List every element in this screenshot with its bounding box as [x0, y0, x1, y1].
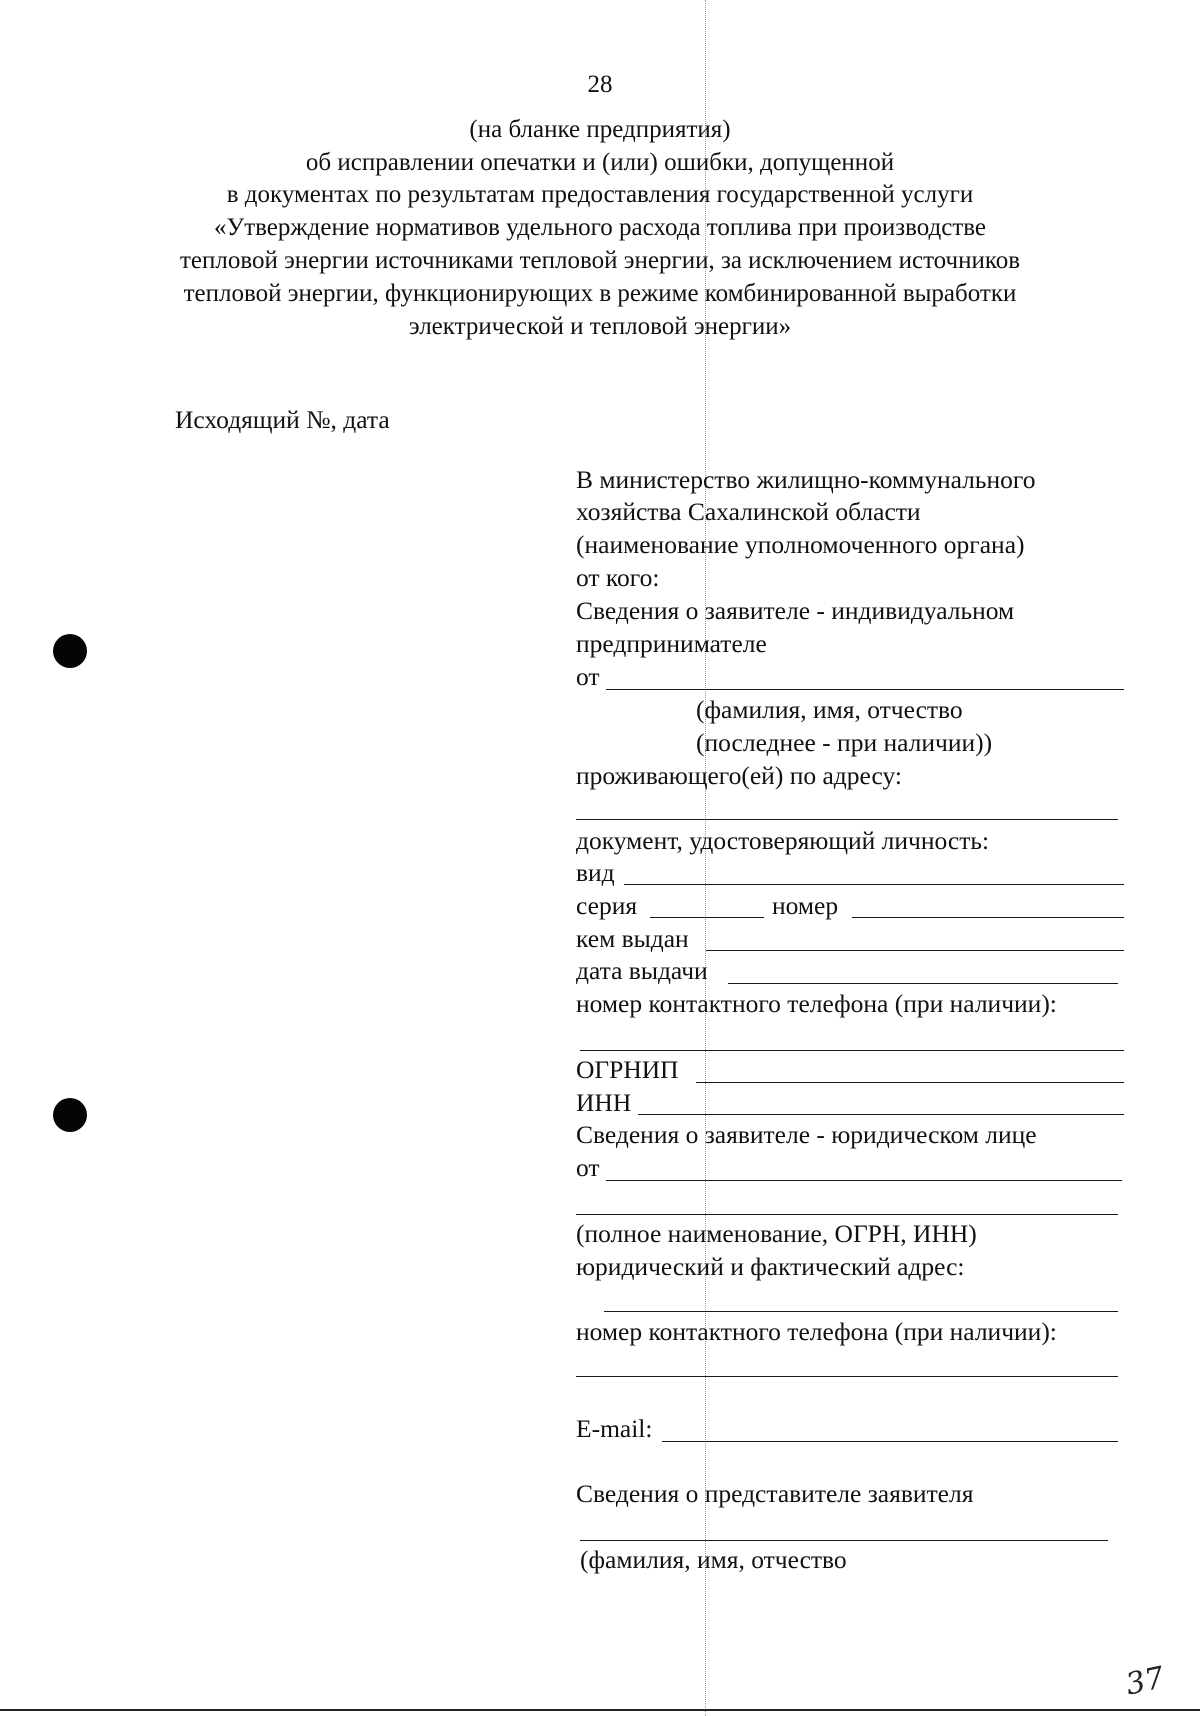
issued-by-field[interactable] — [706, 950, 1124, 951]
page-bottom-edge — [0, 1709, 1200, 1711]
document-kind-field[interactable] — [624, 884, 1124, 885]
fio-note-2: (последнее - при наличии)) — [696, 728, 993, 757]
header-line-5: тепловой энергии источниками тепловой энергии, за исключением источников — [179, 247, 1021, 274]
representative-heading: Сведения о представителе заявителя — [576, 1479, 974, 1508]
authority-note: (наименование уполномоченного органа) — [576, 530, 1025, 559]
issued-by-label: кем выдан — [576, 924, 689, 953]
individual-phone-label: номер контактного телефона (при наличии): — [576, 989, 1057, 1018]
residence-address-label: проживающего(ей) по адресу: — [576, 761, 902, 790]
legal-entity-phone-field[interactable] — [576, 1376, 1118, 1377]
individual-heading-1: Сведения о заявителе - индивидуальном — [576, 596, 1015, 625]
header-line-6: тепловой энергии, функционирующих в режиме комбинированной выработки — [183, 280, 1017, 307]
fio-note-1: (фамилия, имя, отчество — [696, 695, 963, 724]
individual-heading-2: предпринимателе — [576, 629, 767, 658]
handwritten-page-mark: 37 — [1122, 1660, 1168, 1703]
from-whom-label: от кого: — [576, 563, 660, 592]
issue-date-label: дата выдачи — [576, 956, 708, 985]
legal-entity-from-label: от — [576, 1153, 600, 1182]
document-kind-label: вид — [576, 858, 615, 887]
outgoing-number-date: Исходящий №, дата — [175, 405, 390, 434]
individual-phone-field[interactable] — [580, 1050, 1124, 1051]
legal-entity-name-field-2[interactable] — [576, 1214, 1118, 1215]
representative-fio-note: (фамилия, имя, отчество — [580, 1545, 847, 1574]
individual-fio-field[interactable] — [606, 689, 1124, 690]
ogrnip-label: ОГРНИП — [576, 1055, 679, 1084]
inn-field[interactable] — [638, 1114, 1124, 1115]
punch-hole-bottom — [53, 1098, 87, 1132]
legal-entity-name-field-1[interactable] — [606, 1180, 1122, 1181]
series-field[interactable] — [650, 917, 764, 918]
header-line-1: (на бланке предприятия) — [469, 116, 731, 143]
addressee-line-1: В министерство жилищно-коммунального — [576, 465, 1036, 494]
representative-fio-field[interactable] — [580, 1540, 1108, 1541]
inn-label: ИНН — [576, 1088, 632, 1117]
email-field[interactable] — [662, 1441, 1118, 1442]
page-number: 28 — [587, 71, 613, 98]
id-document-label: документ, удостоверяющий личность: — [576, 826, 990, 855]
header-line-2: об исправлении опечатки и (или) ошибки, допущенной — [305, 149, 895, 176]
addressee-line-2: хозяйства Сахалинской области — [576, 497, 921, 526]
legal-address-field[interactable] — [604, 1311, 1118, 1312]
number-field[interactable] — [852, 917, 1124, 918]
legal-address-label: юридический и фактический адрес: — [576, 1252, 965, 1281]
number-label: номер — [772, 891, 839, 920]
issue-date-field[interactable] — [728, 983, 1118, 984]
individual-from-label: от — [576, 662, 600, 691]
header-line-7: электрической и тепловой энергии» — [408, 313, 792, 340]
ogrnip-field[interactable] — [696, 1082, 1124, 1083]
series-label: серия — [576, 891, 638, 920]
header-line-3: в документах по результатам предоставления государственной услуги — [226, 181, 974, 208]
legal-entity-phone-label: номер контактного телефона (при наличии): — [576, 1317, 1057, 1346]
punch-hole-top — [53, 634, 87, 668]
residence-address-field[interactable] — [576, 819, 1118, 820]
email-label: E-mail: — [576, 1414, 653, 1443]
legal-entity-name-note: (полное наименование, ОГРН, ИНН) — [576, 1219, 977, 1248]
legal-entity-heading: Сведения о заявителе - юридическом лице — [576, 1120, 1037, 1149]
header-line-4: «Утверждение нормативов удельного расхода топлива при производстве — [214, 214, 986, 241]
